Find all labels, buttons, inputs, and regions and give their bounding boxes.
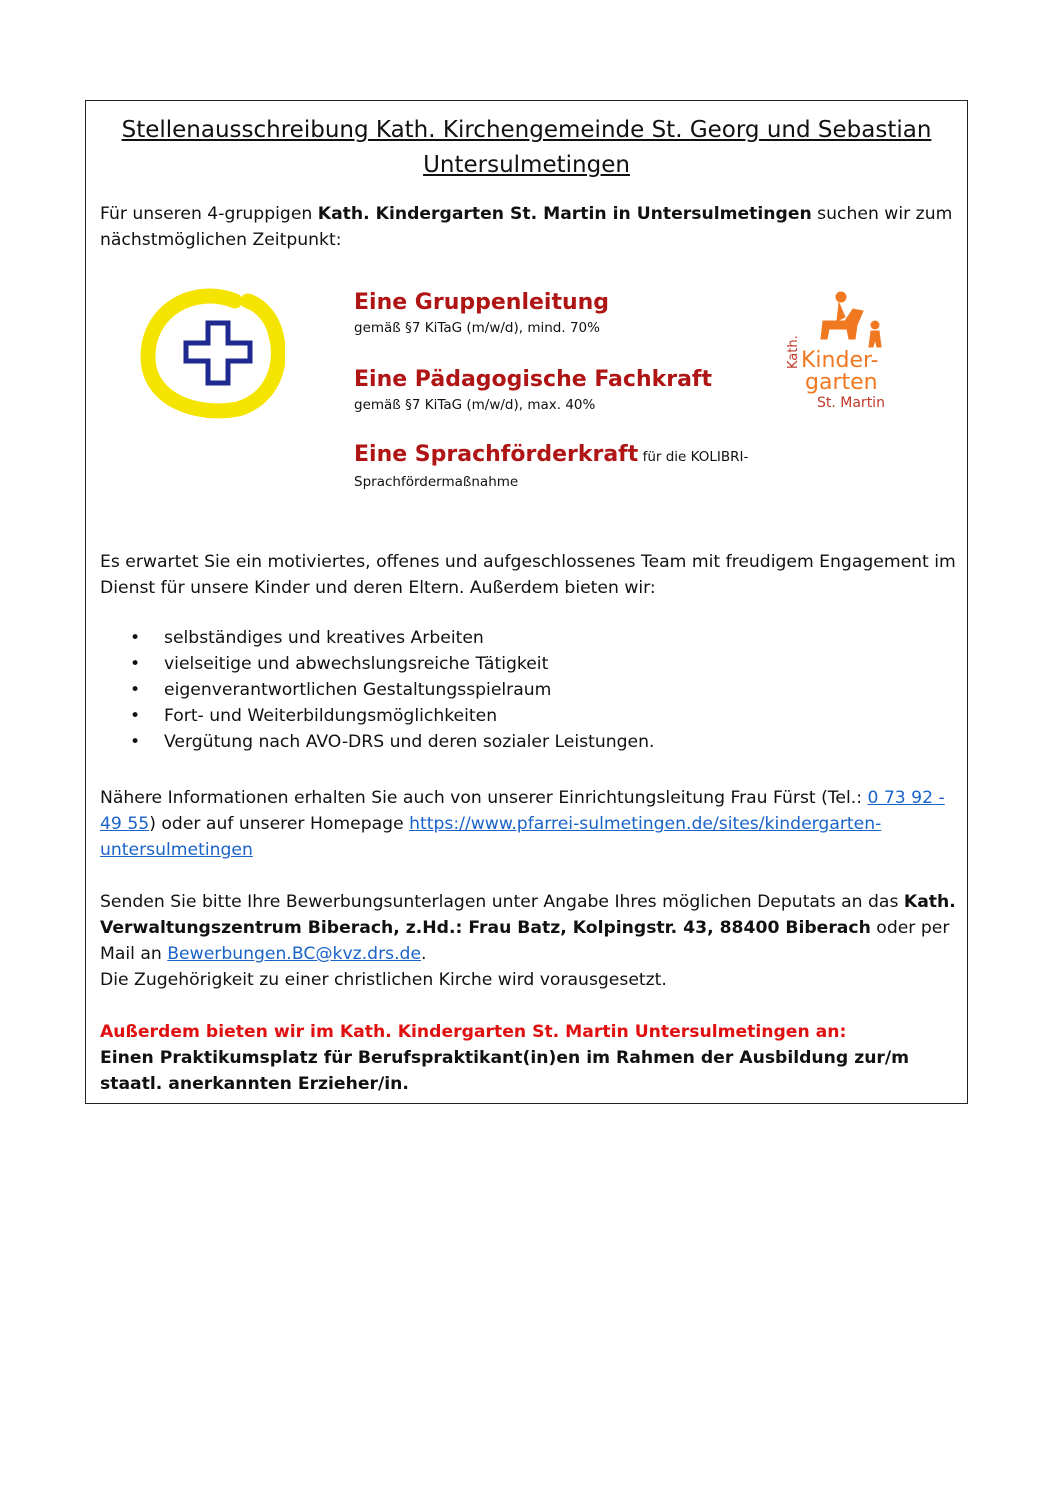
info-text: Nähere Informationen erhalten Sie auch von unserer Einrichtungsleitung Frau Fürst (Tel.: (100, 788, 868, 808)
logo-text-st-martin: St. Martin (817, 395, 885, 411)
position-sprachfoerderkraft (354, 441, 754, 493)
position-title: Eine Sprachförderkraft (354, 442, 639, 467)
position-gruppenleitung (354, 289, 754, 339)
team-paragraph: Es erwartet Sie ein motiviertes, offenes und aufgeschlossenes Team mit freudigem Engagement im Dienst für unsere Kinder und deren Eltern. Außerdem bieten wir: (100, 552, 956, 598)
internship-heading: Außerdem bieten wir im Kath. Kindergarten St. Martin Untersulmetingen an: (100, 1022, 847, 1042)
logo-text-kinder: Kinder- (801, 348, 879, 373)
homepage-link[interactable]: https://www.pfarrei-sulmetingen.de/sites/kindergarten-untersulmetingen (100, 814, 882, 860)
list-item: • Vergütung nach AVO-DRS und deren sozialer Leistungen. (100, 729, 960, 755)
logo-text-garten: garten (805, 370, 878, 395)
requirement-text: Die Zugehörigkeit zu einer christlichen Kirche wird vorausgesetzt. (100, 970, 667, 990)
list-item: • vielseitige und abwechslungsreiche Tätigkeit (100, 651, 960, 677)
position-details: gemäß §7 KiTaG (m/w/d), mind. 70% (354, 320, 600, 336)
email-link[interactable]: Bewerbungen.BC@kvz.drs.de (167, 944, 422, 964)
position-details: Sprachfördermaßnahme (354, 474, 519, 490)
internship-paragraph (100, 1019, 960, 1097)
position-title: Eine Gruppenleitung (354, 290, 610, 315)
list-item: • Fort- und Weiterbildungsmöglichkeiten (100, 703, 960, 729)
title-line-1: Stellenausschreibung Kath. Kirchengemeinde St. Georg und Sebastian (121, 117, 932, 143)
benefits-list (100, 625, 960, 755)
list-item: • selbständiges und kreatives Arbeiten (100, 625, 960, 651)
apply-address: Kath. Verwaltungszentrum Biberach, z.Hd.: Frau Batz, Kolpingstr. 43, 88400 Biberach (100, 892, 956, 938)
intro-paragraph (100, 201, 960, 253)
apply-text-end: . (421, 944, 427, 964)
apply-text-mid: oder per Mail an (100, 918, 950, 964)
intro-kindergarten-name: Kath. Kindergarten St. Martin in Untersulmetingen (317, 204, 812, 224)
position-details: gemäß §7 KiTaG (m/w/d), max. 40% (354, 397, 596, 413)
internship-text: Einen Praktikumsplatz für Berufspraktikant(in)en im Rahmen der Ausbildung zur/m staatl. anerkannten Erzieher/in. (100, 1048, 910, 1094)
phone-link[interactable]: 0 73 92 - 49 55 (100, 788, 945, 834)
title-line-2: Untersulmetingen (423, 152, 630, 178)
apply-text: Senden Sie bitte Ihre Bewerbungsunterlagen unter Angabe Ihres möglichen Deputats an das (100, 892, 904, 912)
position-fachkraft (354, 366, 754, 416)
st-martin-horse-rider-icon (821, 292, 881, 347)
kindergarten-st-martin-logo (783, 291, 893, 416)
intro-text: Für unseren 4-gruppigen (100, 204, 318, 224)
job-posting-box (85, 100, 968, 1104)
page-title (86, 113, 967, 183)
application-paragraph (100, 889, 960, 993)
list-item: • eigenverantwortlichen Gestaltungsspielraum (100, 677, 960, 703)
position-title: Eine Pädagogische Fachkraft (354, 367, 713, 392)
parish-cross-logo-icon (140, 287, 285, 419)
info-text-mid: ) oder auf unserer Homepage (149, 814, 410, 834)
info-paragraph (100, 785, 960, 863)
logo-text-kath: Kath. (786, 335, 801, 369)
intro-text-end: suchen wir zum nächstmöglichen Zeitpunkt: (100, 204, 953, 250)
position-inline-text: für die KOLIBRI- (638, 449, 749, 465)
